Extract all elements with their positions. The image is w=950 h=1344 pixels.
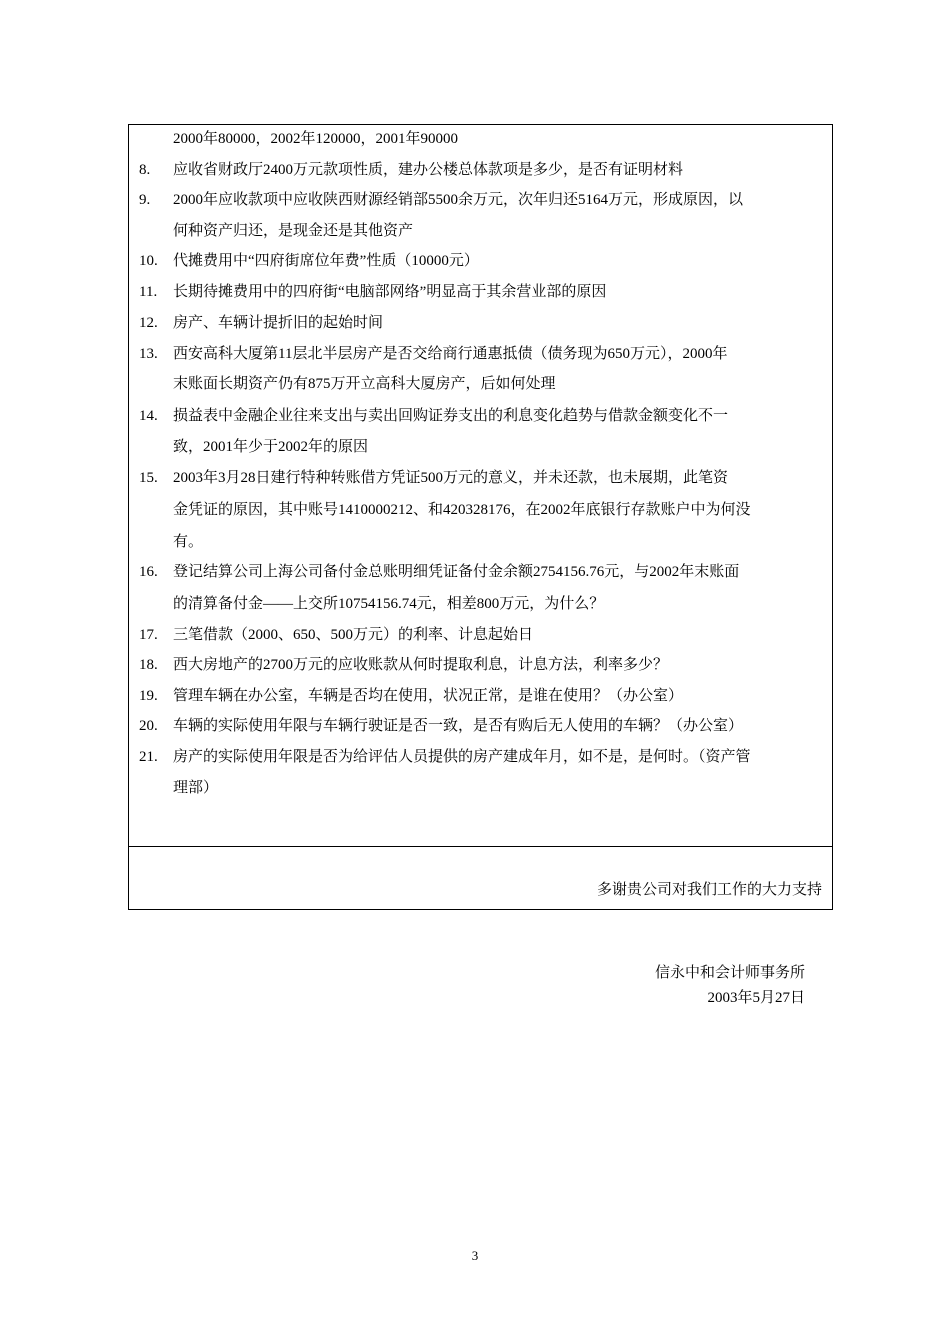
item-text: 长期待摊费用中的四府街“电脑部网络”明显高于其余营业部的原因 <box>173 284 607 300</box>
item-number: 10. <box>139 253 158 269</box>
item-text-cont: 何种资产归还，是现金还是其他资产 <box>173 223 414 239</box>
item-text: 登记结算公司上海公司备付金总账明细凭证备付金余额2754156.76元，与2002年末账面 <box>173 564 740 580</box>
item-number: 8. <box>139 162 151 178</box>
item-text-cont: 金凭证的原因，其中账号1410000212、和420328176，在2002年底银行存款账户中为何没 <box>173 502 751 518</box>
item-number: 20. <box>139 718 158 734</box>
questions-table <box>128 124 833 910</box>
item-text-cont: 的清算备付金——上交所10754156.74元，相差800万元，为什么？ <box>173 596 605 612</box>
item-text: 损益表中金融企业往来支出与卖出回购证券支出的利息变化趋势与借款金额变化不一 <box>173 408 729 424</box>
item-text: 管理车辆在办公室，车辆是否均在使用，状况正常，是谁在使用？（办公室） <box>173 688 684 704</box>
item-text: 西大房地产的2700万元的应收账款从何时提取利息，计息方法，利率多少？ <box>173 657 669 673</box>
item-number: 9. <box>139 192 151 208</box>
item-text-cont: 有。 <box>173 534 204 550</box>
table-divider <box>129 846 832 847</box>
item-text-cont: 致，2001年少于2002年的原因 <box>173 439 369 455</box>
item-number: 15. <box>139 470 158 486</box>
item-number: 11. <box>139 284 158 300</box>
item-text: 2000年应收款项中应收陕西财源经销部5500余万元，次年归还5164万元，形成原因，以 <box>173 192 744 208</box>
item-text: 车辆的实际使用年限与车辆行驶证是否一致，是否有购后无人使用的车辆？（办公室） <box>173 718 744 734</box>
item-number: 12. <box>139 315 158 331</box>
item-text: 2003年3月28日建行特种转账借方凭证500万元的意义，并未还款，也未展期，此笔资 <box>173 470 729 486</box>
continued-line: 2000年80000，2002年120000，2001年90000 <box>173 131 459 147</box>
item-text: 房产、车辆计提折旧的起始时间 <box>173 315 384 331</box>
item-number: 13. <box>139 346 158 362</box>
item-text-cont: 末账面长期资产仍有875万开立高科大厦房产，后如何处理 <box>173 376 556 392</box>
item-text: 代摊费用中“四府街席位年费”性质（10000元） <box>173 253 479 269</box>
item-text: 应收省财政厅2400万元款项性质，建办公楼总体款项是多少，是否有证明材料 <box>173 162 684 178</box>
item-number: 14. <box>139 408 158 424</box>
item-text: 西安高科大厦第11层北半层房产是否交给商行通惠抵债（债务现为650万元），2000年 <box>173 346 728 362</box>
item-text: 三笔借款（2000、650、500万元）的利率、计息起始日 <box>173 627 534 643</box>
thanks-note: 多谢贵公司对我们工作的大力支持 <box>596 882 822 898</box>
item-number: 16. <box>139 564 158 580</box>
signature-date: 2003年5月27日 <box>707 990 805 1006</box>
page-number: 3 <box>471 1248 479 1263</box>
item-text: 房产的实际使用年限是否为给评估人员提供的房产建成年月，如不是，是何时。（资产管 <box>173 749 751 765</box>
signature-firm: 信永中和会计师事务所 <box>654 965 805 981</box>
item-number: 18. <box>139 657 158 673</box>
item-text-cont: 理部） <box>173 780 219 796</box>
item-number: 21. <box>139 749 158 765</box>
item-number: 17. <box>139 627 158 643</box>
item-number: 19. <box>139 688 158 704</box>
